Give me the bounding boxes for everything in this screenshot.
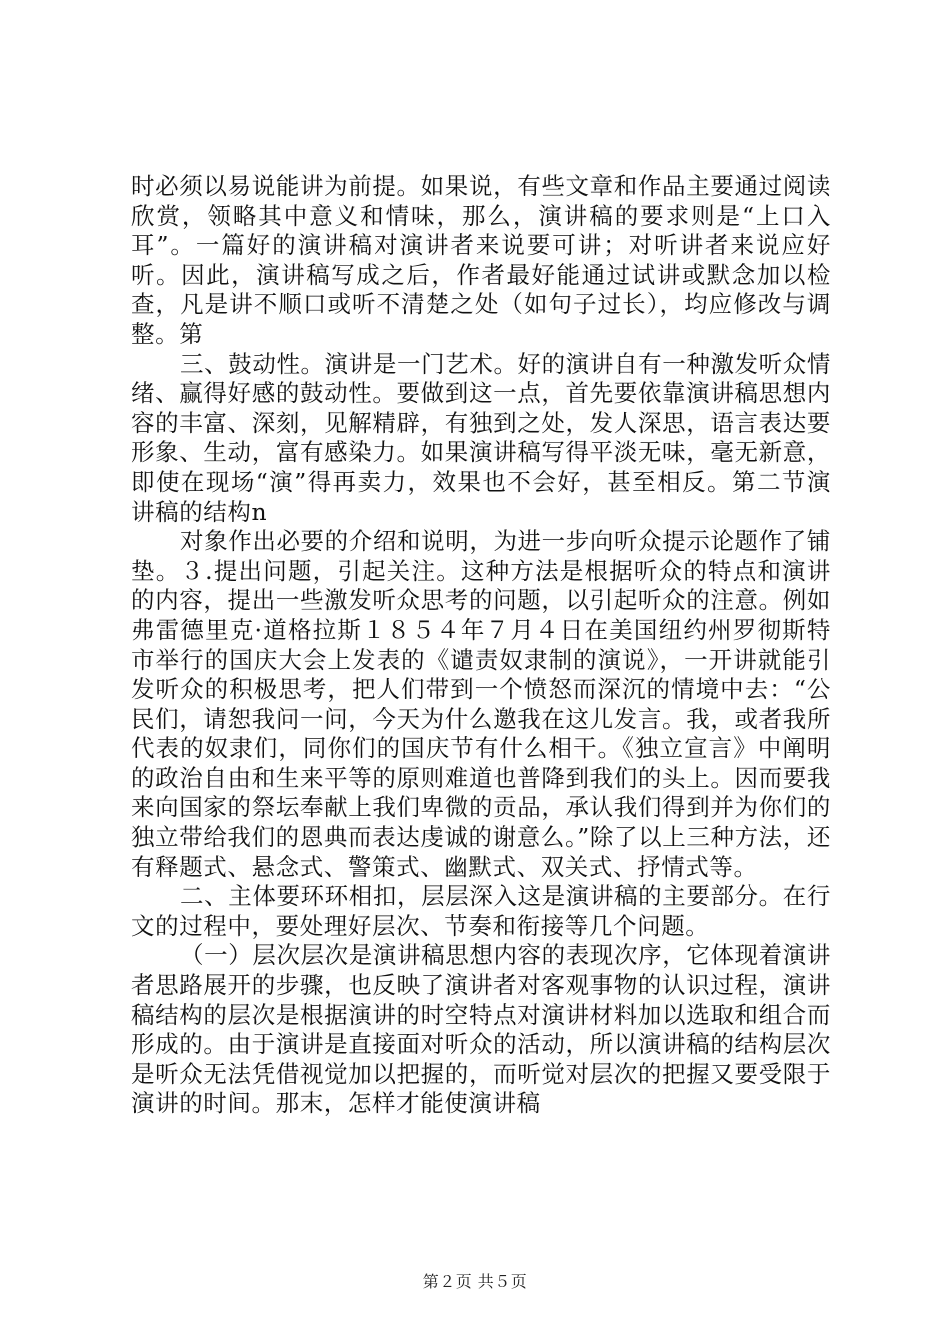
paragraph-2: 三、鼓动性。演讲是一门艺术。好的演讲自有一种激发听众情绪、赢得好感的鼓动性。要做到这一点，首先要依靠演讲稿思想内容的丰富、深刻，见解精辟，有独到之处，发人深思，语言表达要形象、生动，富有感染力。如果演讲稿写得平淡无味，毫无新意，即使在现场“演”得再卖力，效果也不会好，甚至相反。第二节演讲稿的结构n bbox=[131, 349, 831, 526]
document-body bbox=[131, 172, 831, 1119]
paragraph-5: （一）层次层次是演讲稿思想内容的表现次序，它体现着演讲者思路展开的步骤，也反映了演讲者对客观事物的认识过程，演讲稿结构的层次是根据演讲的时空特点对演讲材料加以选取和组合而形成的。由于演讲是直接面对听众的活动，所以演讲稿的结构层次是听众无法凭借视觉加以把握的，而听觉对层次的把握又要受限于演讲的时间。那末，怎样才能使演讲稿 bbox=[131, 941, 831, 1118]
page-number-footer: 第２页 共５页 bbox=[422, 1272, 528, 1291]
paragraph-3: 对象作出必要的介绍和说明，为进一步向听众提示论题作了铺垫。３.提出问题，引起关注。这种方法是根据听众的特点和演讲的内容，提出一些激发听众思考的问题，以引起听众的注意。例如弗雷德里克·道格拉斯１８５４年７月４日在美国纽约州罗彻斯特市举行的国庆大会上发表的《谴责奴隶制的演说》，一开讲就能引发听众的积极思考，把人们带到一个愤怒而深沉的情境中去：“公民们，请恕我问一问，今天为什么邀我在这儿发言。我，或者我所代表的奴隶们，同你们的国庆节有什么相干。《独立宣言》中阐明的政治自由和生来平等的原则难道也普降到我们的头上。因而要我来向国家的祭坛奉献上我们卑微的贡品，承认我们得到并为你们的独立带给我们的恩典而表达虔诚的谢意么。”除了以上三种方法，还有释题式、悬念式、警策式、幽默式、双关式、抒情式等。 bbox=[131, 527, 831, 881]
paragraph-4: 二、主体要环环相扣，层层深入这是演讲稿的主要部分。在行文的过程中，要处理好层次、节奏和衔接等几个问题。 bbox=[131, 882, 831, 940]
paragraph-1: 时必须以易说能讲为前提。如果说，有些文章和作品主要通过阅读欣赏，领略其中意义和情味，那么，演讲稿的要求则是“上口入耳”。一篇好的演讲稿对演讲者来说要可讲；对听讲者来说应好听。因此，演讲稿写成之后，作者最好能通过试讲或默念加以检查，凡是讲不顺口或听不清楚之处（如句子过长），均应修改与调整。第 bbox=[131, 172, 831, 348]
